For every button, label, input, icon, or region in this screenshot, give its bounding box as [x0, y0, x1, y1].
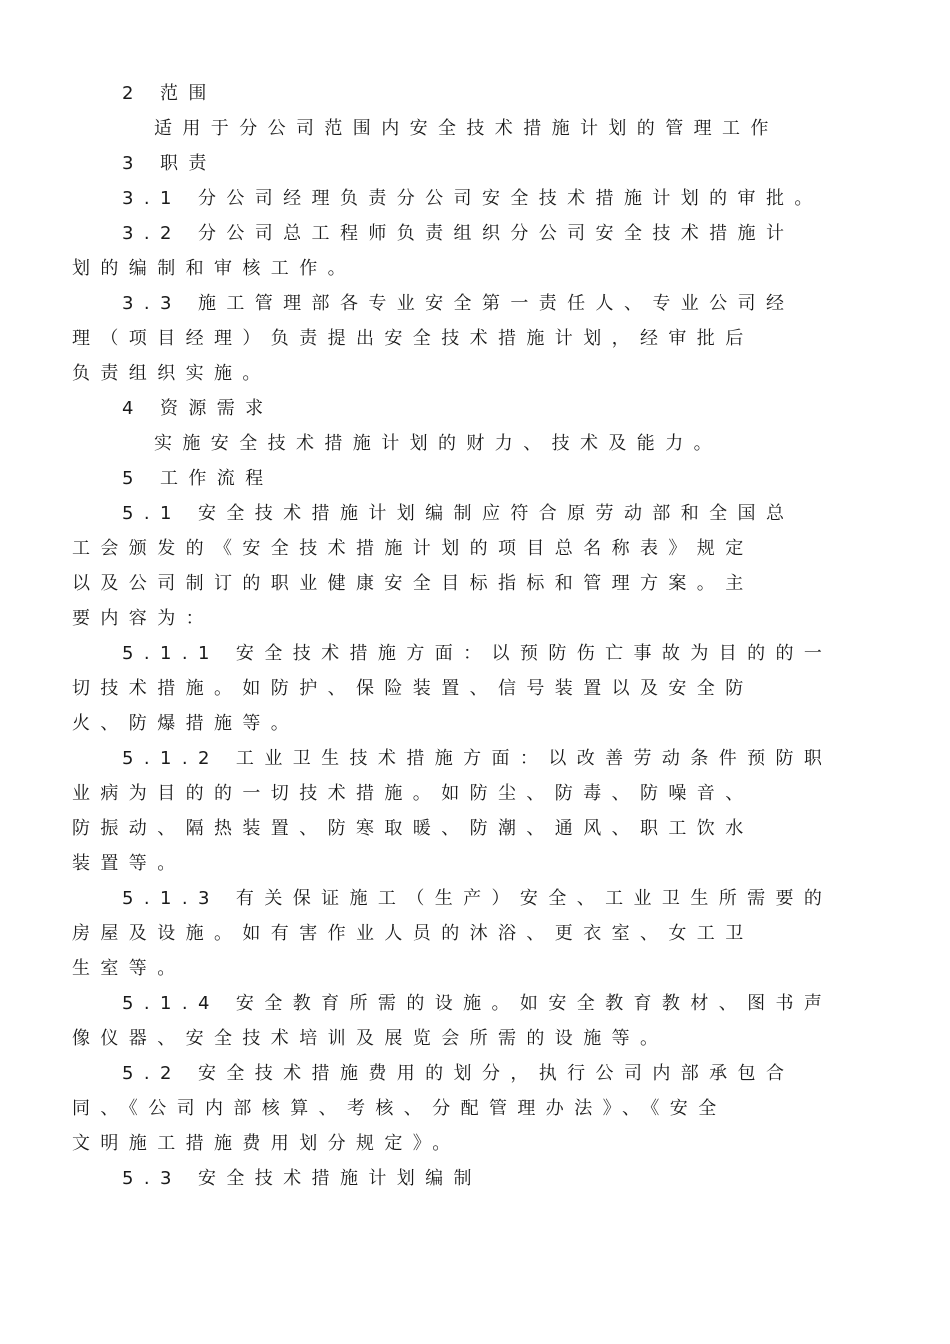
- document-body: [72, 76, 872, 1196]
- section-heading-4: 4 资源需求: [122, 398, 274, 419]
- paragraph-line: 文明施工措施费用划分规定》。: [72, 1133, 461, 1154]
- paragraph-line: 工会颁发的《安全技术措施计划的项目总名称表》规定: [72, 538, 754, 559]
- paragraph-line: 适用于分公司范围内安全技术措施计划的管理工作: [154, 118, 779, 139]
- paragraph-line: 以及公司制订的职业健康安全目标指标和管理方案。主: [72, 573, 754, 594]
- paragraph-line: 实施安全技术措施计划的财力、技术及能力。: [154, 433, 722, 454]
- paragraph-line: 装置等。: [72, 853, 186, 874]
- paragraph-line: 同、《公司内部核算、考核、分配管理办法》、《安全: [72, 1098, 727, 1119]
- paragraph-line: 火、防爆措施等。: [72, 713, 300, 734]
- paragraph-line: 房屋及设施。如有害作业人员的沐浴、更衣室、女工卫: [72, 923, 754, 944]
- section-heading-3: 3 职责: [122, 153, 217, 174]
- paragraph-line: 生室等。: [72, 958, 186, 979]
- paragraph-line: 5.2 安全技术措施费用的划分，执行公司内部承包合: [122, 1063, 795, 1084]
- paragraph-line: 5.1.3 有关保证施工（生产）安全、工业卫生所需要的: [122, 888, 833, 909]
- paragraph-line: 防振动、隔热装置、防寒取暖、防潮、通风、职工饮水: [72, 818, 754, 839]
- section-heading-5: 5 工作流程: [122, 468, 274, 489]
- paragraph-line: 业病为目的的一切技术措施。如防尘、防毒、防噪音、: [72, 783, 754, 804]
- paragraph-line: 5.1.2 工业卫生技术措施方面：以改善劳动条件预防职: [122, 748, 833, 769]
- paragraph-line: 5.1.1 安全技术措施方面：以预防伤亡事故为目的的一: [122, 643, 833, 664]
- paragraph-line: 理（项目经理）负责提出安全技术措施计划，经审批后: [72, 328, 754, 349]
- paragraph-line: 切技术措施。如防护、保险装置、信号装置以及安全防: [72, 678, 754, 699]
- paragraph-line: 5.1.4 安全教育所需的设施。如安全教育教材、图书声: [122, 993, 833, 1014]
- paragraph-line: 5.3 安全技术措施计划编制: [122, 1168, 482, 1189]
- section-heading-2: 2 范围: [122, 83, 217, 104]
- paragraph-line: 3.2 分公司总工程师负责组织分公司安全技术措施计: [122, 223, 795, 244]
- paragraph-line: 5.1 安全技术措施计划编制应符合原劳动部和全国总: [122, 503, 795, 524]
- paragraph-line: 像仪器、安全技术培训及展览会所需的设施等。: [72, 1028, 669, 1049]
- paragraph-line: 3.3 施工管理部各专业安全第一责任人、专业公司经: [122, 293, 795, 314]
- paragraph-line: 3.1 分公司经理负责分公司安全技术措施计划的审批。: [122, 188, 823, 209]
- paragraph-line: 负责组织实施。: [72, 363, 271, 384]
- paragraph-line: 划的编制和审核工作。: [72, 258, 356, 279]
- paragraph-line: 要内容为：: [72, 608, 214, 629]
